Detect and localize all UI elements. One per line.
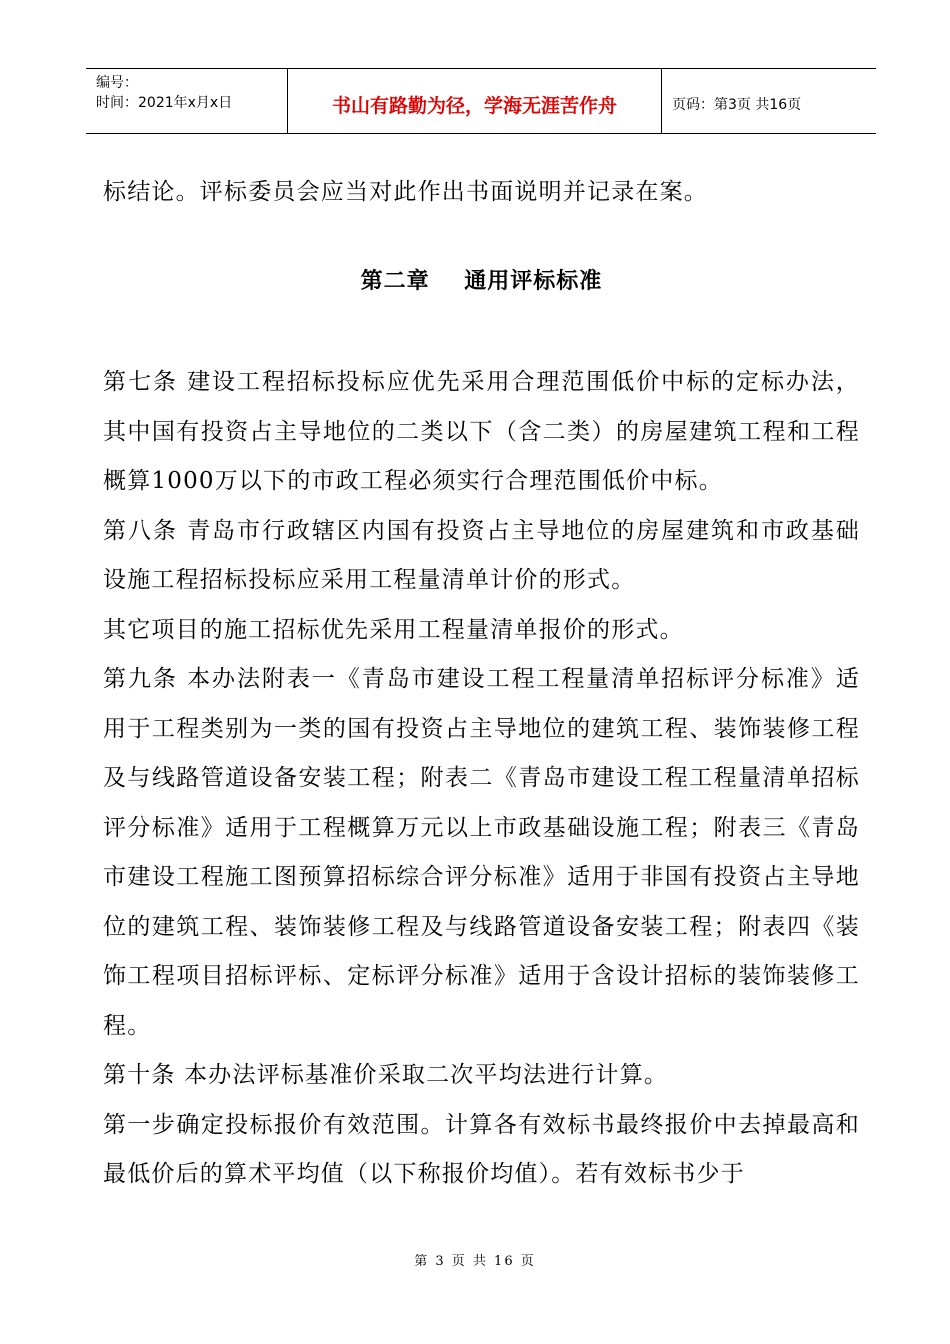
document-body <box>103 168 860 1200</box>
article-9: 第九条 本办法附表一《青岛市建设工程工程量清单招标评分标准》适用于工程类别为一类的国有投资占主导地位的建筑工程、装饰装修工程及与线路管道设备安装工程；附表二《青岛市建设工程工程量清单招标评分标准》适用于工程概算万元以上市政基础设施工程；附表三《青岛市建设工程施工图预算招标综合评分标准》适用于非国有投资占主导地位的建筑工程、装饰装修工程及与线路管道设备安装工程；附表四《装饰工程项目招标评标、定标评分标准》适用于含设计招标的装饰装修工程。 <box>103 666 860 1039</box>
header-meta <box>86 69 288 133</box>
paragraph-other-projects: 其它项目的施工招标优先采用工程量清单报价的形式。 <box>103 616 684 643</box>
paragraph-continuation: 标结论。评标委员会应当对此作出书面说明并记录在案。 <box>103 179 708 205</box>
article-7: 第七条 建设工程招标投标应优先采用合理范围低价中标的定标办法，其中国有投资占主导地位的二类以下（含二类）的房屋建筑工程和工程概算1000万以下的市政工程必须实行合理范围低价中标。 <box>103 369 860 494</box>
document-number-label: 编号： <box>96 75 138 91</box>
page-header <box>86 68 876 134</box>
page-footer: 第 3 页 共 16 页 <box>414 1254 536 1269</box>
header-motto: 书山有路勤为径，学海无涯苦作舟 <box>288 69 662 133</box>
header-page-number: 页码：第3页 共16页 <box>672 97 802 113</box>
document-time-label: 时间：2021年x月x日 <box>96 95 233 111</box>
article-8: 第八条 青岛市行政辖区内国有投资占主导地位的房屋建筑和市政基础设施工程招标投标应采用工程量清单计价的形式。 <box>103 517 860 593</box>
chapter-title: 第二章 通用评标标准 <box>360 268 603 294</box>
paragraph-step-one: 第一步确定投标报价有效范围。计算各有效标书最终报价中去掉最高和最低价后的算术平均值（以下称报价均值）。若有效标书少于 <box>103 1111 860 1187</box>
article-10: 第十条 本办法评标基准价采取二次平均法进行计算。 <box>103 1062 669 1088</box>
